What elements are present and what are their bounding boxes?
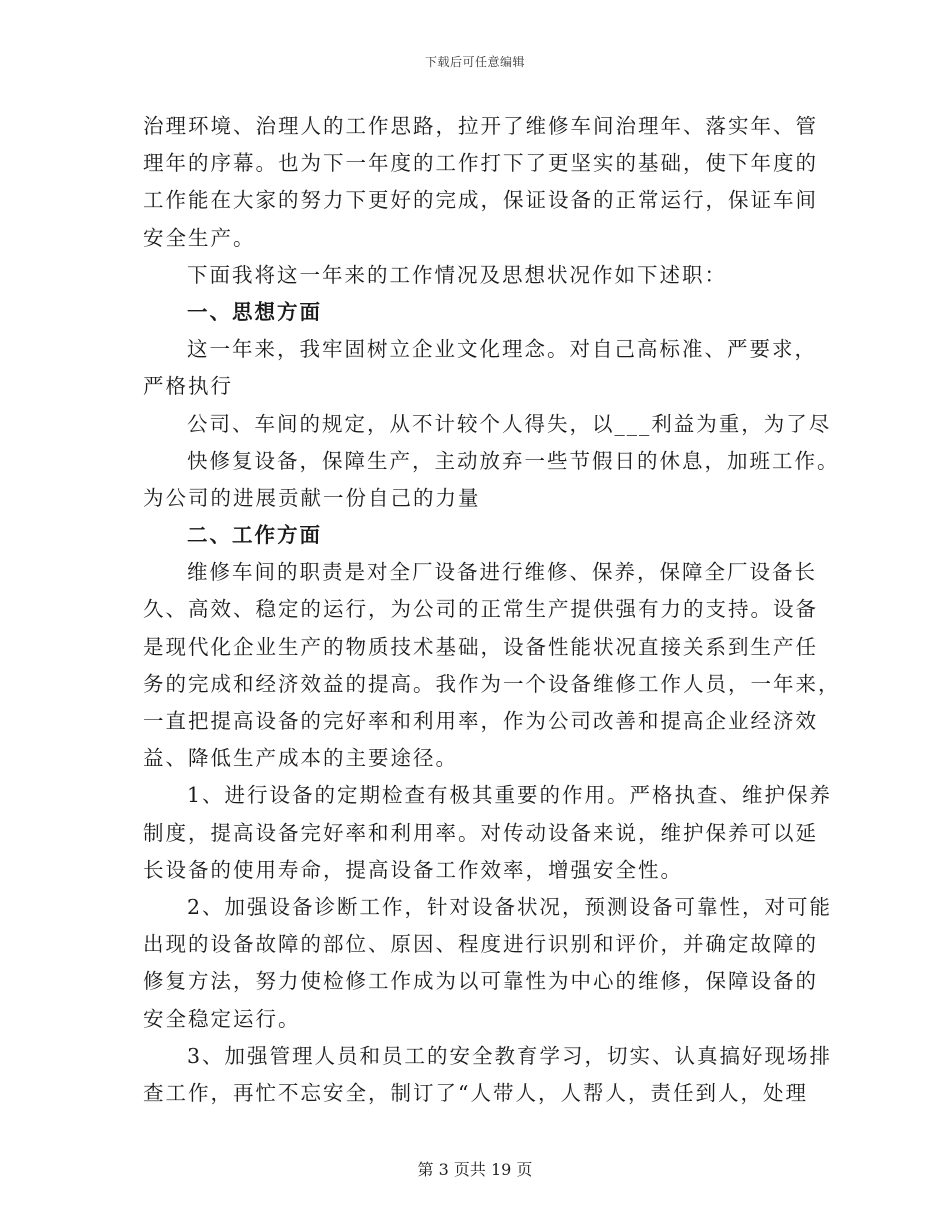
text-line: 安全生产。 <box>143 225 256 250</box>
text-line: 维修车间的职责是对全厂设备进行维修、保养，保障全厂设备长 <box>187 560 817 585</box>
text-line: 治理环境、治理人的工作思路，拉开了维修车间治理年、落实年、管 <box>143 114 818 138</box>
text-line: 下面我将这一年来的工作情况及思想状况作如下述职： <box>187 262 727 287</box>
text-line: 安全稳定运行。 <box>143 1006 301 1031</box>
text-line: 公司、车间的规定，从不计较个人得失，以___利益为重，为了尽 <box>187 411 832 436</box>
text-line: 修复方法，努力使检修工作成为以可靠性为中心的维修，保障设备的 <box>143 969 818 994</box>
page-header: 下载后可任意编辑 <box>424 55 525 69</box>
text-line: 1、进行设备的定期检查有极其重要的作用。严格执查、维护保养 <box>187 783 833 808</box>
text-line: 严格执行 <box>143 374 233 399</box>
text-line: 为公司的进展贡献一份自己的力量 <box>143 485 481 510</box>
text-line: 务的完成和经济效益的提高。我作为一个设备维修工作人员，一年来， <box>143 671 841 696</box>
text-line: 工作能在大家的努力下更好的完成，保证设备的正常运行，保证车间 <box>143 188 818 213</box>
text-line: 理年的序幕。也为下一年度的工作打下了更坚实的基础，使下年度的 <box>143 151 818 176</box>
page-footer: 第 3 页共 19 页 <box>417 1160 533 1179</box>
section-heading: 二、工作方面 <box>187 523 322 548</box>
text-line: 益、降低生产成本的主要途径。 <box>143 746 458 771</box>
section-heading: 一、思想方面 <box>187 299 322 324</box>
text-line: 出现的设备故障的部位、原因、程度进行识别和评价，并确定故障的 <box>143 932 818 957</box>
text-line: 3、加强管理人员和员工的安全教育学习，切实、认真搞好现场排 <box>187 1043 833 1068</box>
text-line: 一直把提高设备的完好率和利用率，作为公司改善和提高企业经济效 <box>143 709 818 733</box>
text-line: 长设备的使用寿命，提高设备工作效率，增强安全性。 <box>143 857 683 882</box>
text-line: 2、加强设备诊断工作，针对设备状况，预测设备可靠性，对可能 <box>187 894 833 919</box>
document-body <box>143 108 841 1112</box>
text-line: 快修复设备，保障生产，主动放弃一些节假日的休息，加班工作。 <box>187 448 840 473</box>
text-line: 查工作，再忙不忘安全，制订了“人带人，人帮人，责任到人，处理 <box>143 1080 808 1105</box>
text-line: 制度，提高设备完好率和利用率。对传动设备来说，维护保养可以延 <box>143 820 818 845</box>
text-line: 这一年来，我牢固树立企业文化理念。对自己高标准、严要求， <box>187 337 817 362</box>
text-line: 久、高效、稳定的运行，为公司的正常生产提供强有力的支持。设备 <box>143 597 818 622</box>
text-line: 是现代化企业生产的物质技术基础，设备性能状况直接关系到生产任 <box>143 634 818 659</box>
